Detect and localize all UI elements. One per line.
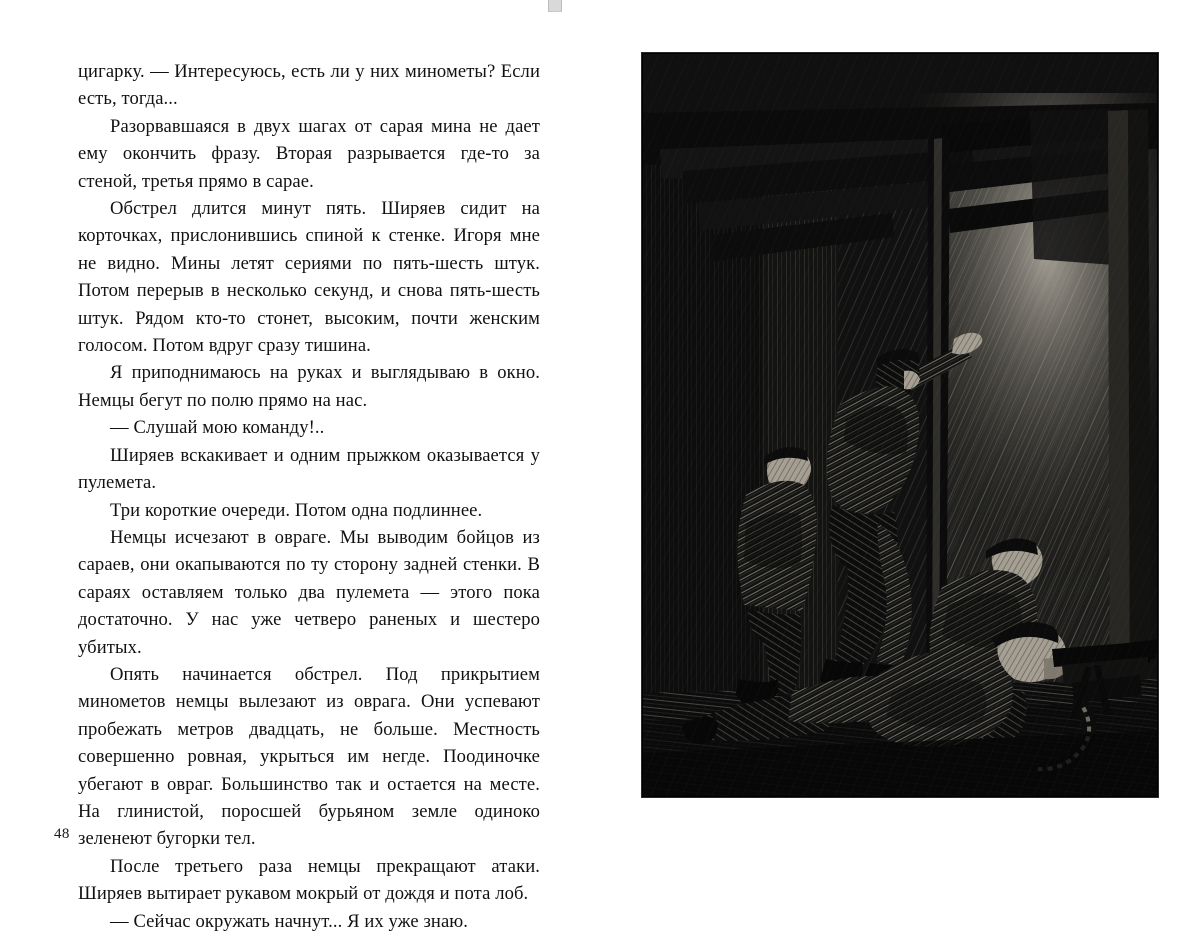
paragraph: Три короткие очереди. Потом одна подлиннее. xyxy=(110,499,483,521)
paragraph-dialog: — Слушай мою команду!.. xyxy=(110,417,325,439)
paragraph: Опять начинается обстрел. Под прикрытием минометов немцы вылезают из оврага. Они успевают пробежать метров двадцать, не больше. Местность совершенно ровная, укрыться им негде. Поодиночке убегают в овраг. Большинство так и остается на месте. На глинистой, поросшей бурьяном земле одиноко зеленеют бугорки тел. xyxy=(78,663,540,850)
verso-page xyxy=(0,0,600,932)
paragraph: Немцы исчезают в овраге. Мы выводим бойцов из сараев, они окапываются по ту сторону задней стенки. В сараях оставляем только два пулемета — этого пока достаточно. У нас уже четверо раненых и шестеро убитых. xyxy=(78,526,540,658)
paragraph: цигарку. — Интересуюсь, есть ли у них минометы? Если есть, тогда... xyxy=(78,61,540,110)
paragraph-dialog: — Сейчас окружать начнут... Я их уже знаю. xyxy=(110,910,469,932)
recto-page xyxy=(600,0,1200,877)
paragraph: Я приподнимаюсь на руках и выглядываю в окно. Немцы бегут по полю прямо на нас. xyxy=(78,362,540,411)
paragraph: Разорвавшаяся в двух шагах от сарая мина не дает ему окончить фразу. Вторая разрывается где-то за стеной, третья прямо в сарае. xyxy=(78,115,540,192)
body-text-column xyxy=(78,58,540,935)
paragraph: Обстрел длится минут пять. Ширяев сидит на корточках, прислонившись спиной к стенке. Игоря мне не видно. Мины летят сериями по пять-шесть штук. Потом перерыв в несколько секунд, и снова пять-шесть штук. Рядом кто-то стонет, высоким, почти женским голосом. Потом вдруг сразу тишина. xyxy=(78,198,540,357)
paragraph: Ширяев вскакивает и одним прыжком оказывается у пулемета. xyxy=(78,444,540,494)
paragraph: После третьего раза немцы прекращают атаки. Ширяев вытирает рукавом мокрый от дождя и пота лоб. xyxy=(78,855,540,905)
page-number: 48 xyxy=(54,826,70,842)
wood-engraving-illustration xyxy=(642,53,1158,797)
